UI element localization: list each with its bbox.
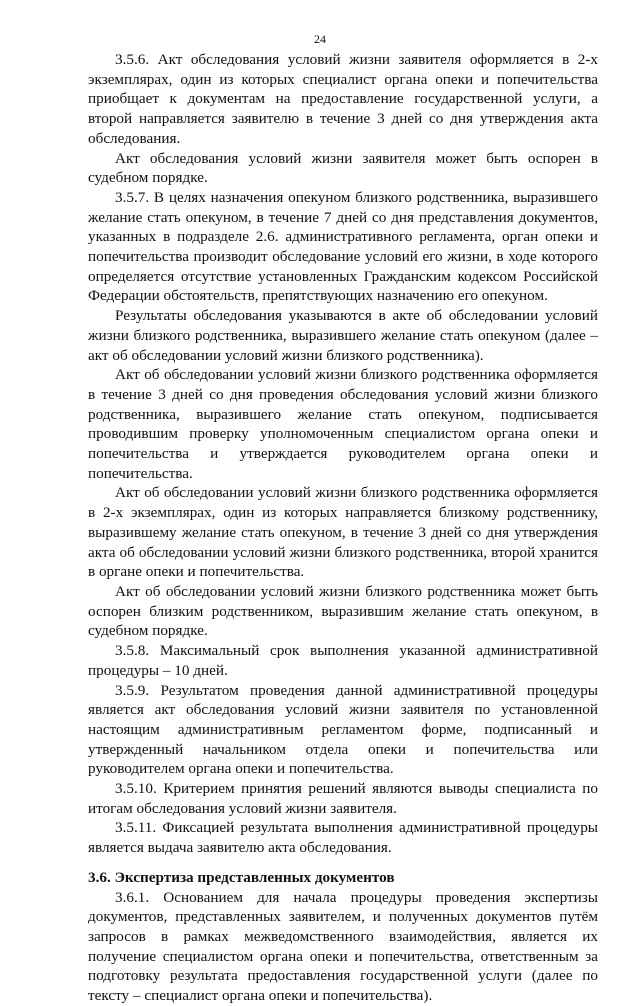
paragraph-3-6-1: 3.6.1. Основанием для начала процедуры проведения экспертизы документов, представленных заявителем, и полученных документов путём запросов в рамках межведомственного взаимодействия, является их получение специалистом органа опеки и попечительства, ответственным за подготовку результата предоставления государственной услуги (далее по тексту – специалист органа опеки и попечительства). bbox=[88, 888, 598, 1005]
section-gap bbox=[88, 858, 598, 868]
section-heading: 3.6. Экспертиза представленных документов bbox=[88, 868, 395, 886]
paragraph-act-appeal: Акт об обследовании условий жизни близкого родственника может быть оспорен близким родственником, выразившим желание стать опекуном, в судебном порядке. bbox=[88, 582, 598, 640]
paragraph-3-5-10: 3.5.10. Критерием принятия решений являются выводы специалиста по итогам обследования условий жизни заявителя. bbox=[88, 780, 598, 817]
paragraph-3-5-8: 3.5.8. Максимальный срок выполнения указанной административной процедуры – 10 дней. bbox=[88, 642, 598, 679]
paragraph-act-copies: Акт об обследовании условий жизни близкого родственника оформляется в 2-х экземплярах, один из которых направляется близкому родственнику, выразившему желание стать опекуном, в течение 3 дней со дня утверждения акта об обследовании условий жизни близкого родственника, второй хранится в органе опеки и попечительства. bbox=[88, 484, 598, 581]
paragraph-results: Результаты обследования указываются в акте об обследовании условий жизни близкого родственника, выразившего желание стать опекуном (далее – акт об обследовании условий жизни близкого родственника). bbox=[88, 307, 598, 364]
paragraph-3-5-7: 3.5.7. В целях назначения опекуном близкого родственника, выразившего желание стать опекуном, в течение 7 дней со дня представления документов, указанных в подразделе 2.6. административного регламента, орган опеки и попечительства производит обследование условий его жизни, в ходе которого определяется отсутствие установленных Гражданским кодексом Российской Федерации обстоятельств, препятствующих назначению его опекуном. bbox=[88, 188, 598, 305]
paragraph-3-5-9: 3.5.9. Результатом проведения данной административной процедуры является акт обследования условий жизни заявителя по установленной настоящим административным регламентом форме, подписанный и утвержденный начальником отдела опеки и попечительства или руководителем органа опеки и попечительства. bbox=[88, 681, 598, 778]
paragraph-act-formation: Акт об обследовании условий жизни близкого родственника оформляется в течение 3 дней со дня проведения обследования условий жизни близкого родственника, выразившего желание стать опекуном, подписывается проводившим проверку уполномоченным специалистом органа опеки и попечительства и утверждается руководителем органа опеки и попечительства. bbox=[88, 366, 598, 482]
paragraph-3-5-11: 3.5.11. Фиксацией результата выполнения административной процедуры является выдача заявителю акта обследования. bbox=[88, 819, 598, 857]
document-body bbox=[88, 50, 598, 1006]
paragraph-3-5-6: 3.5.6. Акт обследования условий жизни заявителя оформляется в 2-х экземплярах, один из которых специалист органа опеки и попечительства приобщает к документам на предоставление государственной услуги, а второй направляется заявителю в течение 3 дней со дня утверждения акта обследования. bbox=[88, 51, 598, 147]
page-number: 24 bbox=[314, 32, 326, 46]
paragraph-appeal-note: Акт обследования условий жизни заявителя может быть оспорен в судебном порядке. bbox=[88, 149, 598, 187]
